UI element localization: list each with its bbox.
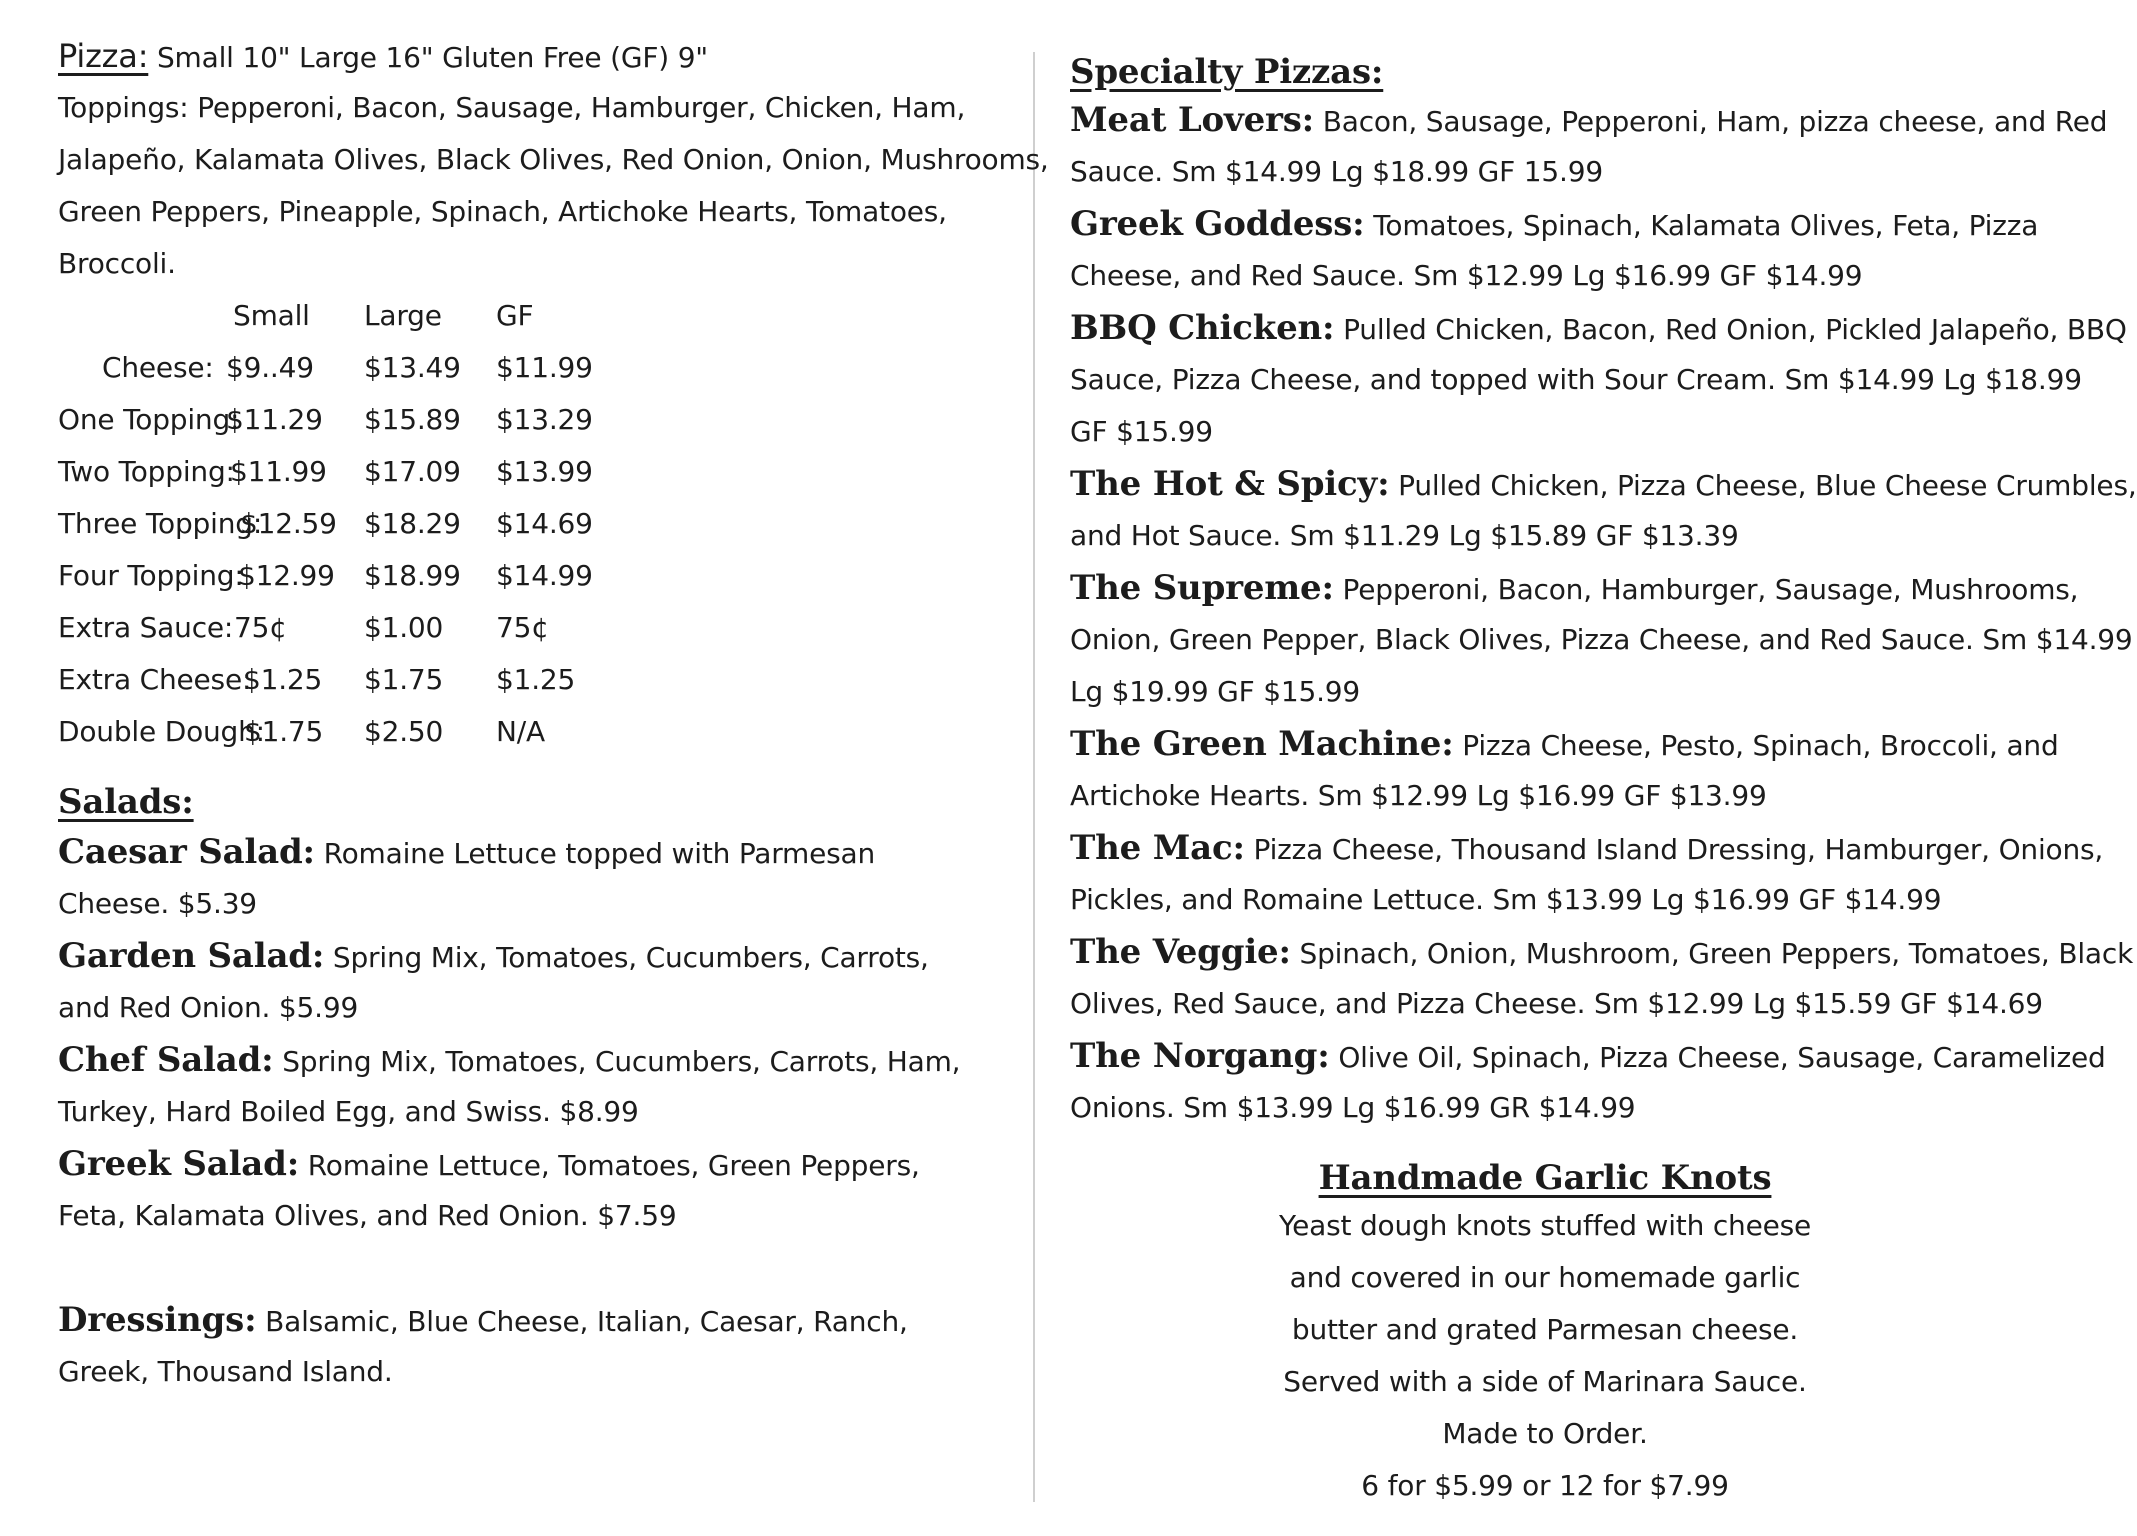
salad-description: Cheese. $5.39 <box>58 887 257 920</box>
toppings-line-3: Green Peppers, Pineapple, Spinach, Artichoke Hearts, Tomatoes, <box>58 195 947 228</box>
specialty-description: Onion, Green Pepper, Black Olives, Pizza Cheese, and Red Sauce. Sm $14.99 <box>1070 623 2133 656</box>
specialty-description: GF $15.99 <box>1070 415 1213 448</box>
salad-name: Chef Salad: <box>58 1040 274 1080</box>
salads-title: Salads: <box>58 782 194 822</box>
table-cell-small: $11.29 <box>226 403 323 436</box>
table-header-small: Small <box>233 299 310 332</box>
specialty-description: Pepperoni, Bacon, Hamburger, Sausage, Mushrooms, <box>1342 573 2079 606</box>
specialty-description: Spinach, Onion, Mushroom, Green Peppers, Tomatoes, Black <box>1299 937 2134 970</box>
table-cell-large: $13.49 <box>364 351 461 384</box>
table-cell-small: $12.59 <box>240 507 337 540</box>
specialty-description: Tomatoes, Spinach, Kalamata Olives, Feta, Pizza <box>1373 209 2039 242</box>
specialty-item <box>1070 718 2059 772</box>
specialty-description: Pulled Chicken, Pizza Cheese, Blue Cheese Crumbles, <box>1398 469 2137 502</box>
salad-item <box>58 826 875 880</box>
table-header-large: Large <box>364 299 442 332</box>
salad-description: Romaine Lettuce topped with Parmesan <box>323 837 876 870</box>
specialty-description: Pickles, and Romaine Lettuce. Sm $13.99 Lg $16.99 GF $14.99 <box>1070 883 1942 916</box>
table-cell-large: $18.99 <box>364 559 461 592</box>
pizza-sizes: Small 10" Large 16" Gluten Free (GF) 9" <box>156 41 708 74</box>
table-row-label: Four Topping: <box>58 559 244 592</box>
specialty-item <box>1070 562 2078 616</box>
dressings-item <box>58 1294 908 1348</box>
specialty-description: Pizza Cheese, Thousand Island Dressing, Hamburger, Onions, <box>1253 833 2104 866</box>
table-cell-large: $1.00 <box>364 611 444 644</box>
salad-description: Romaine Lettuce, Tomatoes, Green Peppers, <box>307 1149 920 1182</box>
specialty-item <box>1070 94 2107 148</box>
specialty-name: The Green Machine: <box>1070 724 1454 764</box>
table-row-label: Two Topping: <box>58 455 235 488</box>
salad-description: Spring Mix, Tomatoes, Cucumbers, Carrots, <box>332 941 929 974</box>
salad-description: and Red Onion. $5.99 <box>58 991 359 1024</box>
specialty-item <box>1070 198 2038 252</box>
salad-name: Caesar Salad: <box>58 832 315 872</box>
garlic-knots-price: 6 for $5.99 or 12 for $7.99 <box>1361 1469 1729 1502</box>
dressings-name: Dressings: <box>58 1300 257 1340</box>
specialty-description: and Hot Sauce. Sm $11.29 Lg $15.89 GF $13.39 <box>1070 519 1739 552</box>
specialty-description: Onions. Sm $13.99 Lg $16.99 GR $14.99 <box>1070 1091 1636 1124</box>
table-cell-large: $2.50 <box>364 715 444 748</box>
specialty-description: Sauce. Sm $14.99 Lg $18.99 GF 15.99 <box>1070 155 1603 188</box>
specialty-description: Lg $19.99 GF $15.99 <box>1070 675 1361 708</box>
specialty-item <box>1070 302 2127 356</box>
specialty-description: Olives, Red Sauce, and Pizza Cheese. Sm $12.99 Lg $15.59 GF $14.69 <box>1070 987 2043 1020</box>
salad-item <box>58 1034 960 1088</box>
pizza-heading-line <box>58 30 708 84</box>
table-cell-small: $12.99 <box>238 559 335 592</box>
toppings-line-2: Jalapeño, Kalamata Olives, Black Olives, Red Onion, Onion, Mushrooms, <box>58 143 1049 176</box>
table-row-label: Three Topping: <box>58 507 263 540</box>
table-cell-gf: N/A <box>496 715 545 748</box>
specialty-name: The Supreme: <box>1070 568 1334 608</box>
specialty-name: The Hot & Spicy: <box>1070 464 1390 504</box>
specialty-description: Sauce, Pizza Cheese, and topped with Sour Cream. Sm $14.99 Lg $18.99 <box>1070 363 2082 396</box>
salad-item <box>58 1138 920 1192</box>
column-divider <box>1033 52 1035 1502</box>
dressings-description: Balsamic, Blue Cheese, Italian, Caesar, Ranch, <box>265 1305 908 1338</box>
table-row-label: Cheese: <box>102 351 214 384</box>
garlic-knots-line: Made to Order. <box>1442 1417 1648 1450</box>
table-cell-gf: $1.25 <box>496 663 576 696</box>
table-cell-small: $1.25 <box>243 663 323 696</box>
table-header-gf: GF <box>496 299 534 332</box>
table-cell-small: $11.99 <box>230 455 327 488</box>
table-cell-gf: $13.29 <box>496 403 593 436</box>
table-cell-gf: $14.99 <box>496 559 593 592</box>
table-cell-small: $1.75 <box>244 715 324 748</box>
garlic-knots-line: butter and grated Parmesan cheese. <box>1291 1313 1799 1346</box>
specialty-item <box>1070 926 2133 980</box>
table-row-label: Double Dough: <box>58 715 265 748</box>
specialty-item <box>1070 1030 2106 1084</box>
garlic-knots-title: Handmade Garlic Knots <box>1318 1158 1772 1198</box>
table-cell-gf: 75¢ <box>496 611 549 644</box>
garlic-knots-line: Served with a side of Marinara Sauce. <box>1283 1365 1807 1398</box>
table-row-label: Extra Cheese: <box>58 663 252 696</box>
specialty-description: Artichoke Hearts. Sm $12.99 Lg $16.99 GF $13.99 <box>1070 779 1767 812</box>
salad-description: Feta, Kalamata Olives, and Red Onion. $7.59 <box>58 1199 677 1232</box>
garlic-knots-line: and covered in our homemade garlic <box>1289 1261 1801 1294</box>
specialty-title: Specialty Pizzas: <box>1070 52 1384 92</box>
pizza-title: Pizza: <box>58 37 149 75</box>
table-cell-large: $15.89 <box>364 403 461 436</box>
specialty-name: The Norgang: <box>1070 1036 1330 1076</box>
specialty-description: Pizza Cheese, Pesto, Spinach, Broccoli, and <box>1462 729 2059 762</box>
specialty-name: BBQ Chicken: <box>1070 308 1335 348</box>
salad-item <box>58 930 929 984</box>
specialty-name: Greek Goddess: <box>1070 204 1365 244</box>
specialty-item <box>1070 822 2103 876</box>
specialty-description: Olive Oil, Spinach, Pizza Cheese, Sausage, Caramelized <box>1338 1041 2106 1074</box>
salad-description: Spring Mix, Tomatoes, Cucumbers, Carrots, Ham, <box>282 1045 961 1078</box>
salad-name: Greek Salad: <box>58 1144 300 1184</box>
specialty-name: The Veggie: <box>1070 932 1291 972</box>
table-cell-gf: $11.99 <box>496 351 593 384</box>
specialty-description: Cheese, and Red Sauce. Sm $12.99 Lg $16.99 GF $14.99 <box>1070 259 1863 292</box>
specialty-description: Bacon, Sausage, Pepperoni, Ham, pizza cheese, and Red <box>1322 105 2108 138</box>
salad-description: Turkey, Hard Boiled Egg, and Swiss. $8.99 <box>58 1095 639 1128</box>
table-cell-small: 75¢ <box>234 611 287 644</box>
dressings-description: Greek, Thousand Island. <box>58 1355 393 1388</box>
table-cell-large: $17.09 <box>364 455 461 488</box>
specialty-name: The Mac: <box>1070 828 1245 868</box>
toppings-line-4: Broccoli. <box>58 247 176 280</box>
table-row-label: Extra Sauce: <box>58 611 234 644</box>
table-cell-gf: $14.69 <box>496 507 593 540</box>
table-cell-large: $18.29 <box>364 507 461 540</box>
salad-name: Garden Salad: <box>58 936 325 976</box>
garlic-knots-line: Yeast dough knots stuffed with cheese <box>1278 1209 1812 1242</box>
table-cell-gf: $13.99 <box>496 455 593 488</box>
toppings-line-1: Toppings: Pepperoni, Bacon, Sausage, Hamburger, Chicken, Ham, <box>58 91 966 124</box>
table-row-label: One Topping: <box>58 403 240 436</box>
specialty-name: Meat Lovers: <box>1070 100 1315 140</box>
table-cell-large: $1.75 <box>364 663 444 696</box>
specialty-item <box>1070 458 2137 512</box>
specialty-description: Pulled Chicken, Bacon, Red Onion, Pickled Jalapeño, BBQ <box>1343 313 2127 346</box>
table-cell-small: $9..49 <box>226 351 314 384</box>
